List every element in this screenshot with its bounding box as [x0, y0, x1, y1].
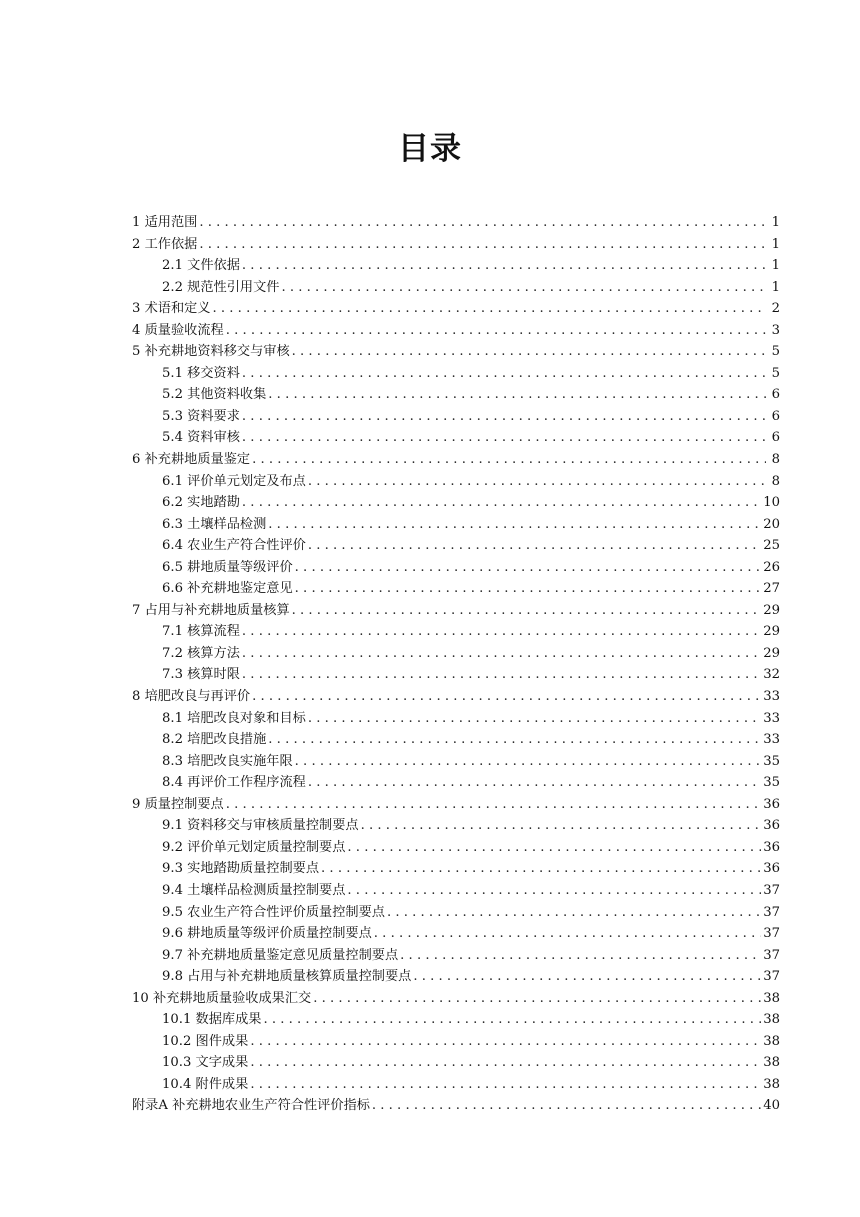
toc-page-number: 6: [771, 430, 780, 446]
toc-dot-leader: [226, 794, 762, 816]
toc-page-number: 26: [763, 559, 780, 575]
toc-entry-label: 10.4 附件成果: [162, 1076, 249, 1092]
toc-subsection-entry[interactable]: [132, 880, 780, 902]
toc-dot-leader: [242, 406, 766, 428]
toc-page-number: 37: [763, 904, 780, 920]
toc-subsection-entry[interactable]: [132, 535, 780, 557]
toc-page-number: 36: [763, 839, 780, 855]
toc-subsection-entry[interactable]: [132, 578, 780, 600]
toc-dot-leader: [308, 708, 761, 730]
toc-dot-leader: [313, 988, 761, 1010]
toc-page-number: 1: [771, 279, 780, 295]
toc-dot-leader: [347, 837, 761, 859]
toc-section-entry[interactable]: [132, 449, 780, 471]
toc-dot-leader: [268, 514, 761, 536]
toc-dot-leader: [372, 1095, 761, 1117]
toc-page-number: 33: [763, 710, 780, 726]
toc-page-number: 6: [771, 408, 780, 424]
toc-subsection-entry[interactable]: [132, 772, 780, 794]
toc-dot-leader: [242, 643, 761, 665]
toc-entry-label: 10.2 图件成果: [162, 1033, 249, 1049]
toc-section-entry[interactable]: [132, 988, 780, 1010]
toc-dot-leader: [264, 1009, 762, 1031]
toc-subsection-entry[interactable]: [132, 751, 780, 773]
toc-page-number: 8: [771, 473, 780, 489]
toc-subsection-entry[interactable]: [132, 621, 780, 643]
toc-entry-label: 8.2 培肥改良措施: [162, 732, 267, 748]
toc-subsection-entry[interactable]: [132, 945, 780, 967]
toc-page-number: 36: [763, 818, 780, 834]
toc-subsection-entry[interactable]: [132, 729, 780, 751]
toc-dot-leader: [292, 600, 762, 622]
toc-dot-leader: [413, 966, 761, 988]
toc-entry-label: 9.5 农业生产符合性评价质量控制要点: [162, 904, 385, 920]
toc-dot-leader: [387, 902, 761, 924]
toc-entry-label: 10.1 数据库成果: [162, 1012, 262, 1028]
toc-entry-label: 6.1 评价单元划定及布点: [162, 473, 306, 489]
toc-entry-label: 9.6 耕地质量等级评价质量控制要点: [162, 926, 372, 942]
toc-entry-label: 8.3 培肥改良实施年限: [162, 753, 293, 769]
toc-dot-leader: [242, 492, 761, 514]
toc-page-number: 29: [763, 624, 780, 640]
toc-page-number: 1: [771, 236, 780, 252]
toc-page-number: 37: [763, 947, 780, 963]
toc-page-number: 35: [763, 775, 780, 791]
toc-subsection-entry[interactable]: [132, 1009, 780, 1031]
toc-page-number: 33: [763, 732, 780, 748]
toc-dot-leader: [242, 363, 766, 385]
toc-subsection-entry[interactable]: [132, 664, 780, 686]
toc-entry-label: 5.1 移交资料: [162, 365, 240, 381]
toc-entry-label: 6.4 农业生产符合性评价: [162, 538, 306, 554]
toc-section-entry[interactable]: [132, 298, 780, 320]
toc-dot-leader: [308, 535, 761, 557]
toc-page-number: 29: [763, 602, 780, 618]
toc-entry-label: 3 术语和定义: [132, 301, 211, 317]
toc-subsection-entry[interactable]: [132, 557, 780, 579]
toc-dot-leader: [308, 772, 761, 794]
toc-entry-label: 9.2 评价单元划定质量控制要点: [162, 839, 346, 855]
toc-section-entry[interactable]: [132, 1095, 780, 1117]
toc-page-number: 5: [771, 344, 780, 360]
toc-dot-leader: [400, 945, 761, 967]
toc-subsection-entry[interactable]: [132, 815, 780, 837]
toc-subsection-entry[interactable]: [132, 966, 780, 988]
toc-page-number: 38: [763, 1033, 780, 1049]
toc-entry-label: 9.4 土壤样品检测质量控制要点: [162, 882, 346, 898]
toc-dot-leader: [295, 557, 762, 579]
toc-page-number: 35: [763, 753, 780, 769]
toc-entry-label: 2.2 规范性引用文件: [162, 279, 280, 295]
toc-page-number: 20: [763, 516, 780, 532]
toc-dot-leader: [268, 384, 766, 406]
toc-page-number: 5: [771, 365, 780, 381]
toc-entry-label: 10 补充耕地质量验收成果汇交: [132, 990, 312, 1006]
toc-entry-label: 8.4 再评价工作程序流程: [162, 775, 306, 791]
toc-page-number: 38: [763, 990, 780, 1006]
toc-subsection-entry[interactable]: [132, 277, 780, 299]
toc-entry-label: 7.1 核算流程: [162, 624, 240, 640]
toc-page-number: 2: [771, 301, 780, 317]
toc-page-number: 36: [763, 861, 780, 877]
toc-dot-leader: [199, 234, 766, 256]
toc-dot-leader: [242, 427, 766, 449]
toc-page-number: 10: [763, 495, 780, 511]
toc-dot-leader: [213, 298, 766, 320]
toc-entry-label: 9.7 补充耕地质量鉴定意见质量控制要点: [162, 947, 399, 963]
toc-dot-leader: [361, 815, 762, 837]
toc-page-number: 25: [763, 538, 780, 554]
toc-entry-label: 6.5 耕地质量等级评价: [162, 559, 293, 575]
toc-page-number: 8: [771, 452, 780, 468]
toc-entry-label: 8.1 培肥改良对象和目标: [162, 710, 306, 726]
toc-dot-leader: [199, 212, 766, 234]
toc-page-number: 37: [763, 969, 780, 985]
toc-page-number: 1: [771, 215, 780, 230]
toc-entry-label: 4 质量验收流程: [132, 322, 224, 338]
toc-section-entry[interactable]: [132, 794, 780, 816]
toc-dot-leader: [250, 1074, 761, 1096]
toc-section-entry[interactable]: [132, 686, 780, 708]
toc-entry-label: 9.8 占用与补充耕地质量核算质量控制要点: [162, 969, 412, 985]
toc-dot-leader: [374, 923, 761, 945]
toc-page-number: 37: [763, 882, 780, 898]
toc-entry-label: 6.2 实地踏勘: [162, 495, 240, 511]
toc-dot-leader: [295, 751, 762, 773]
toc-subsection-entry[interactable]: [132, 471, 780, 493]
toc-subsection-entry[interactable]: [132, 902, 780, 924]
toc-dot-leader: [242, 621, 761, 643]
toc-subsection-entry[interactable]: [132, 643, 780, 665]
toc-entry-label: 6.6 补充耕地鉴定意见: [162, 581, 293, 597]
toc-dot-leader: [308, 471, 766, 493]
toc-entry-label: 5.4 资料审核: [162, 430, 240, 446]
toc-entry-label: 6 补充耕地质量鉴定: [132, 452, 251, 468]
toc-entry-label: 1 适用范围: [132, 215, 198, 230]
toc-dot-leader: [242, 664, 761, 686]
table-of-contents: [132, 212, 780, 1117]
toc-subsection-entry[interactable]: [132, 427, 780, 449]
toc-entry-label: 5.2 其他资料收集: [162, 387, 267, 403]
toc-page-number: 36: [763, 796, 780, 812]
toc-subsection-entry[interactable]: [132, 406, 780, 428]
toc-page-number: 37: [763, 926, 780, 942]
toc-subsection-entry[interactable]: [132, 858, 780, 880]
toc-entry-label: 7.2 核算方法: [162, 645, 240, 661]
toc-page-number: 38: [763, 1076, 780, 1092]
toc-dot-leader: [250, 1031, 761, 1053]
toc-page-number: 29: [763, 645, 780, 661]
toc-entry-label: 5 补充耕地资料移交与审核: [132, 344, 290, 360]
toc-entry-label: 附录A 补充耕地农业生产符合性评价指标: [132, 1098, 370, 1114]
toc-subsection-entry[interactable]: [132, 1031, 780, 1053]
toc-subsection-entry[interactable]: [132, 255, 780, 277]
toc-entry-label: 2 工作依据: [132, 236, 198, 252]
toc-subsection-entry[interactable]: [132, 708, 780, 730]
toc-page-number: 38: [763, 1012, 780, 1028]
toc-subsection-entry[interactable]: [132, 384, 780, 406]
toc-dot-leader: [242, 255, 766, 277]
toc-dot-leader: [281, 277, 766, 299]
toc-section-entry[interactable]: [132, 341, 780, 363]
toc-entry-label: 8 培肥改良与再评价: [132, 689, 251, 705]
toc-subsection-entry[interactable]: [132, 923, 780, 945]
page-title: 目录: [398, 131, 462, 167]
toc-page-number: 40: [763, 1098, 780, 1114]
toc-entry-label: 5.3 资料要求: [162, 408, 240, 424]
toc-dot-leader: [226, 320, 766, 342]
toc-subsection-entry[interactable]: [132, 1052, 780, 1074]
toc-dot-leader: [252, 449, 766, 471]
toc-entry-label: 7.3 核算时限: [162, 667, 240, 683]
toc-section-entry[interactable]: [132, 234, 780, 256]
toc-section-entry[interactable]: [132, 212, 780, 234]
toc-section-entry[interactable]: [132, 600, 780, 622]
toc-dot-leader: [295, 578, 762, 600]
toc-entry-label: 7 占用与补充耕地质量核算: [132, 602, 290, 618]
toc-page-number: 32: [763, 667, 780, 683]
toc-entry-label: 6.3 土壤样品检测: [162, 516, 267, 532]
toc-subsection-entry[interactable]: [132, 363, 780, 385]
toc-subsection-entry[interactable]: [132, 1074, 780, 1096]
toc-subsection-entry[interactable]: [132, 514, 780, 536]
toc-page-number: 1: [771, 258, 780, 274]
toc-dot-leader: [268, 729, 761, 751]
toc-page-number: 33: [763, 689, 780, 705]
toc-entry-label: 9.3 实地踏勘质量控制要点: [162, 861, 320, 877]
toc-dot-leader: [252, 686, 761, 708]
toc-subsection-entry[interactable]: [132, 492, 780, 514]
toc-section-entry[interactable]: [132, 320, 780, 342]
toc-dot-leader: [292, 341, 766, 363]
toc-dot-leader: [347, 880, 761, 902]
toc-entry-label: 2.1 文件依据: [162, 258, 240, 274]
toc-dot-leader: [321, 858, 761, 880]
toc-page-number: 6: [771, 387, 780, 403]
toc-page-number: 3: [771, 322, 780, 338]
toc-entry-label: 10.3 文字成果: [162, 1055, 249, 1071]
toc-entry-label: 9 质量控制要点: [132, 796, 224, 812]
toc-page-number: 38: [763, 1055, 780, 1071]
toc-page-number: 27: [763, 581, 780, 597]
toc-subsection-entry[interactable]: [132, 837, 780, 859]
toc-dot-leader: [250, 1052, 761, 1074]
toc-entry-label: 9.1 资料移交与审核质量控制要点: [162, 818, 359, 834]
